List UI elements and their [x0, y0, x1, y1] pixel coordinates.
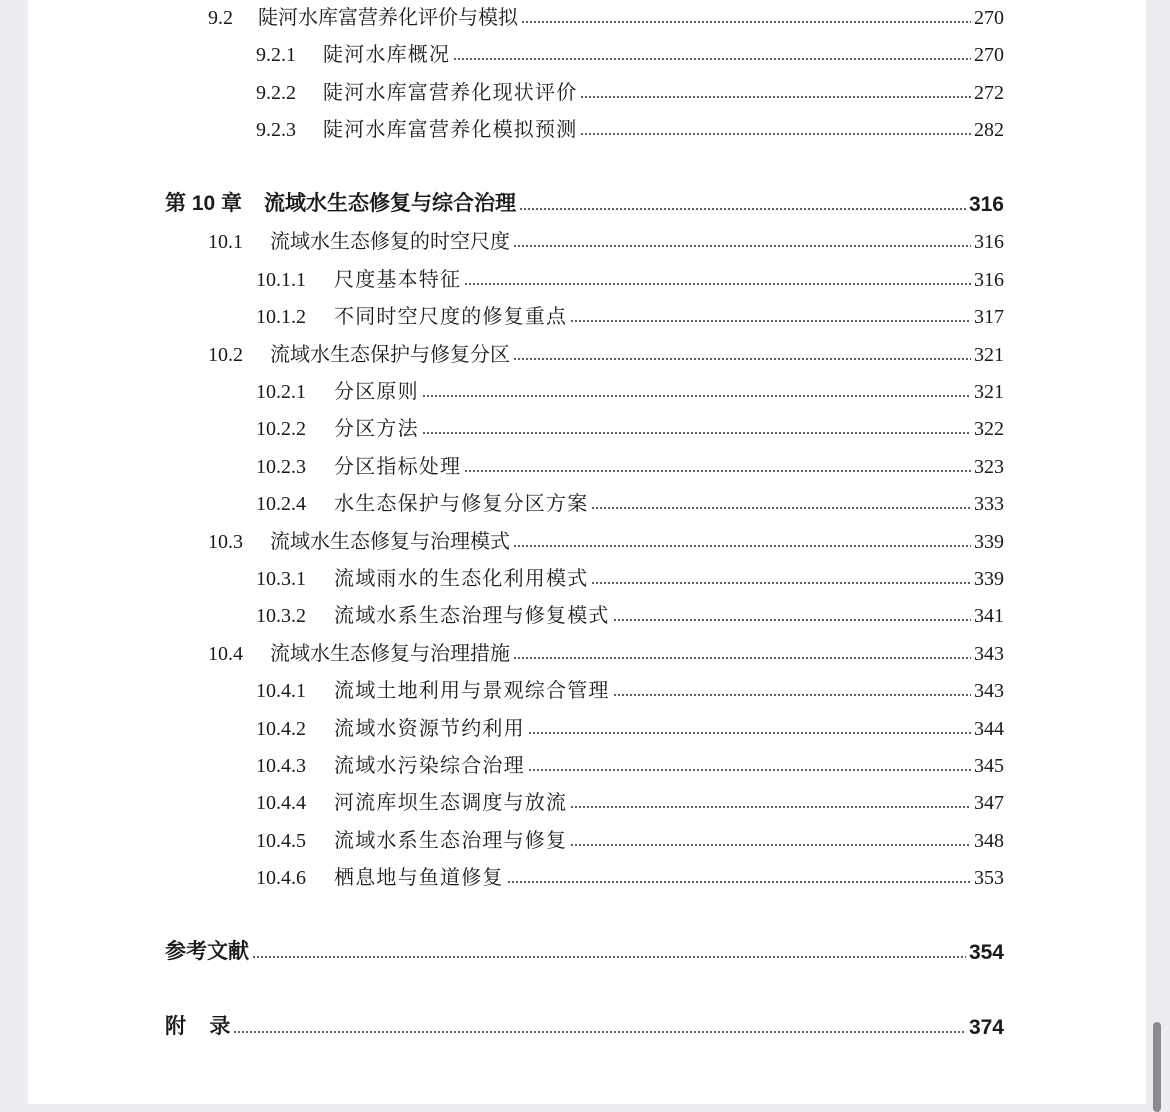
toc-entry-title: 陡河水库富营养化模拟预测 — [323, 119, 578, 141]
dot-leader — [613, 693, 971, 697]
toc-chapter-entry[interactable] — [165, 937, 1004, 965]
toc-subsection-entry[interactable] — [256, 301, 1004, 329]
toc-subsection-entry[interactable] — [256, 600, 1004, 628]
toc-subsection-entry[interactable] — [256, 77, 1004, 105]
toc-subsection-entry[interactable] — [256, 114, 1004, 142]
toc-chapter-entry[interactable] — [165, 1012, 1004, 1040]
dot-leader — [507, 880, 971, 884]
toc-section-entry[interactable] — [208, 226, 1004, 254]
toc-entry-number: 10.2.1 — [256, 381, 306, 403]
toc-page-number: 321 — [974, 381, 1004, 403]
toc-page-number: 321 — [974, 344, 1004, 366]
toc-section-entry[interactable] — [208, 2, 1004, 30]
toc-entry-number: 10.2.4 — [256, 493, 306, 515]
dot-leader — [591, 581, 971, 585]
toc-page-number: 353 — [974, 867, 1004, 889]
toc-subsection-entry[interactable] — [256, 750, 1004, 778]
toc-page-number: 348 — [974, 830, 1004, 852]
toc-entry-number: 10.4.6 — [256, 867, 306, 889]
toc-page-number: 339 — [974, 568, 1004, 590]
toc-subsection-entry[interactable] — [256, 713, 1004, 741]
toc-subsection-entry[interactable] — [256, 787, 1004, 815]
toc-entry-title: 流域水生态修复与治理措施 — [270, 643, 510, 665]
scrollbar-thumb[interactable] — [1153, 1022, 1161, 1112]
toc-entry-number: 9.2.3 — [256, 119, 296, 141]
dot-leader — [519, 207, 966, 211]
toc-entry-title: 流域水系生态治理与修复 — [334, 830, 568, 852]
toc-entry-title: 附 录 — [165, 1015, 231, 1038]
toc-entry-title: 流域水生态修复与治理模式 — [270, 531, 510, 553]
toc-page-number: 354 — [968, 941, 1004, 964]
toc-entry-title: 流域水生态保护与修复分区 — [270, 344, 510, 366]
toc-subsection-entry[interactable] — [256, 264, 1004, 292]
dot-leader — [422, 394, 971, 398]
toc-page-number: 333 — [974, 493, 1004, 515]
toc-page-number: 316 — [968, 193, 1004, 216]
toc-page-number: 282 — [974, 119, 1004, 141]
toc-page-number: 343 — [974, 680, 1004, 702]
dot-leader — [521, 20, 971, 24]
toc-entry-number: 10.1.2 — [256, 306, 306, 328]
toc-entry-number: 10.3 — [208, 531, 243, 553]
toc-page-number: 322 — [974, 418, 1004, 440]
toc-section-entry[interactable] — [208, 526, 1004, 554]
toc-page-number: 270 — [974, 7, 1004, 29]
toc-subsection-entry[interactable] — [256, 376, 1004, 404]
dot-leader — [513, 544, 971, 548]
dot-leader — [591, 506, 971, 510]
toc-entry-title: 流域水生态修复的时空尺度 — [270, 231, 510, 253]
toc-subsection-entry[interactable] — [256, 825, 1004, 853]
toc-entry-number: 10.4.3 — [256, 755, 306, 777]
dot-leader — [613, 618, 971, 622]
toc-entry-title: 参考文献 — [165, 940, 249, 963]
toc-entry-number: 9.2.1 — [256, 44, 296, 66]
toc-chapter-entry[interactable] — [165, 189, 1004, 217]
toc-entry-number: 10.3.1 — [256, 568, 306, 590]
toc-page-number: 339 — [974, 531, 1004, 553]
dot-leader — [453, 57, 971, 61]
toc-entry-number: 10.4.4 — [256, 792, 306, 814]
toc-entry-title: 陡河水库富营养化评价与模拟 — [258, 7, 518, 29]
dot-leader — [252, 955, 966, 959]
toc-page-number: 347 — [974, 792, 1004, 814]
dot-leader — [422, 431, 971, 435]
toc-subsection-entry[interactable] — [256, 413, 1004, 441]
toc-entry-number: 9.2.2 — [256, 82, 296, 104]
toc-subsection-entry[interactable] — [256, 862, 1004, 890]
toc-page-number: 344 — [974, 718, 1004, 740]
toc-subsection-entry[interactable] — [256, 675, 1004, 703]
dot-leader — [580, 95, 971, 99]
toc-entry-number: 9.2 — [208, 7, 233, 29]
dot-leader — [570, 319, 971, 323]
toc-entry-title: 不同时空尺度的修复重点 — [334, 306, 568, 328]
toc-page-number: 374 — [968, 1016, 1004, 1039]
dot-leader — [513, 656, 971, 660]
dot-leader — [570, 843, 971, 847]
toc-entry-number: 10.2.2 — [256, 418, 306, 440]
dot-leader — [513, 244, 971, 248]
toc-page-number: 317 — [974, 306, 1004, 328]
toc-page-number: 341 — [974, 605, 1004, 627]
toc-entry-number: 10.3.2 — [256, 605, 306, 627]
toc-entry-title: 分区指标处理 — [334, 456, 462, 478]
toc-entry-title: 流域水污染综合治理 — [334, 755, 525, 777]
toc-entry-title: 水生态保护与修复分区方案 — [334, 493, 589, 515]
toc-entry-title: 分区方法 — [334, 418, 419, 440]
toc-page-number: 316 — [974, 269, 1004, 291]
dot-leader — [464, 282, 971, 286]
toc-entry-title: 陡河水库富营养化现状评价 — [323, 82, 578, 104]
dot-leader — [528, 768, 971, 772]
toc-page-number: 316 — [974, 231, 1004, 253]
toc-subsection-entry[interactable] — [256, 563, 1004, 591]
toc-entry-title: 流域水生态修复与综合治理 — [264, 192, 517, 215]
toc-page-number: 323 — [974, 456, 1004, 478]
toc-entry-title: 分区原则 — [334, 381, 419, 403]
toc-entry-title: 陡河水库概况 — [323, 44, 451, 66]
toc-entry-title: 栖息地与鱼道修复 — [334, 867, 504, 889]
toc-entry-number: 10.4.5 — [256, 830, 306, 852]
toc-entry-title: 尺度基本特征 — [334, 269, 462, 291]
toc-entry-number: 10.4.2 — [256, 718, 306, 740]
toc-subsection-entry[interactable] — [256, 451, 1004, 479]
toc-entry-number: 10.4 — [208, 643, 243, 665]
document-page — [28, 0, 1146, 1104]
toc-entry-title: 流域水系生态治理与修复模式 — [334, 605, 610, 627]
toc-page-number: 343 — [974, 643, 1004, 665]
toc-page-number: 272 — [974, 82, 1004, 104]
toc-page-number: 270 — [974, 44, 1004, 66]
toc-entry-number: 10.2 — [208, 344, 243, 366]
dot-leader — [233, 1030, 966, 1034]
dot-leader — [513, 357, 971, 361]
toc-entry-title: 流域水资源节约利用 — [334, 718, 525, 740]
toc-page-number: 345 — [974, 755, 1004, 777]
toc-entry-title: 流域土地利用与景观综合管理 — [334, 680, 610, 702]
toc-entry-number: 第 10 章 — [165, 192, 243, 215]
toc-entry-number: 10.1 — [208, 231, 243, 253]
dot-leader — [464, 469, 971, 473]
toc-subsection-entry[interactable] — [256, 488, 1004, 516]
toc-entry-number: 10.1.1 — [256, 269, 306, 291]
toc-section-entry[interactable] — [208, 339, 1004, 367]
toc-subsection-entry[interactable] — [256, 39, 1004, 67]
toc-entry-title: 河流库坝生态调度与放流 — [334, 792, 568, 814]
dot-leader — [580, 132, 971, 136]
dot-leader — [528, 731, 971, 735]
dot-leader — [570, 805, 971, 809]
toc-entry-number: 10.4.1 — [256, 680, 306, 702]
toc-entry-number: 10.2.3 — [256, 456, 306, 478]
toc-section-entry[interactable] — [208, 638, 1004, 666]
toc-entry-title: 流域雨水的生态化利用模式 — [334, 568, 589, 590]
